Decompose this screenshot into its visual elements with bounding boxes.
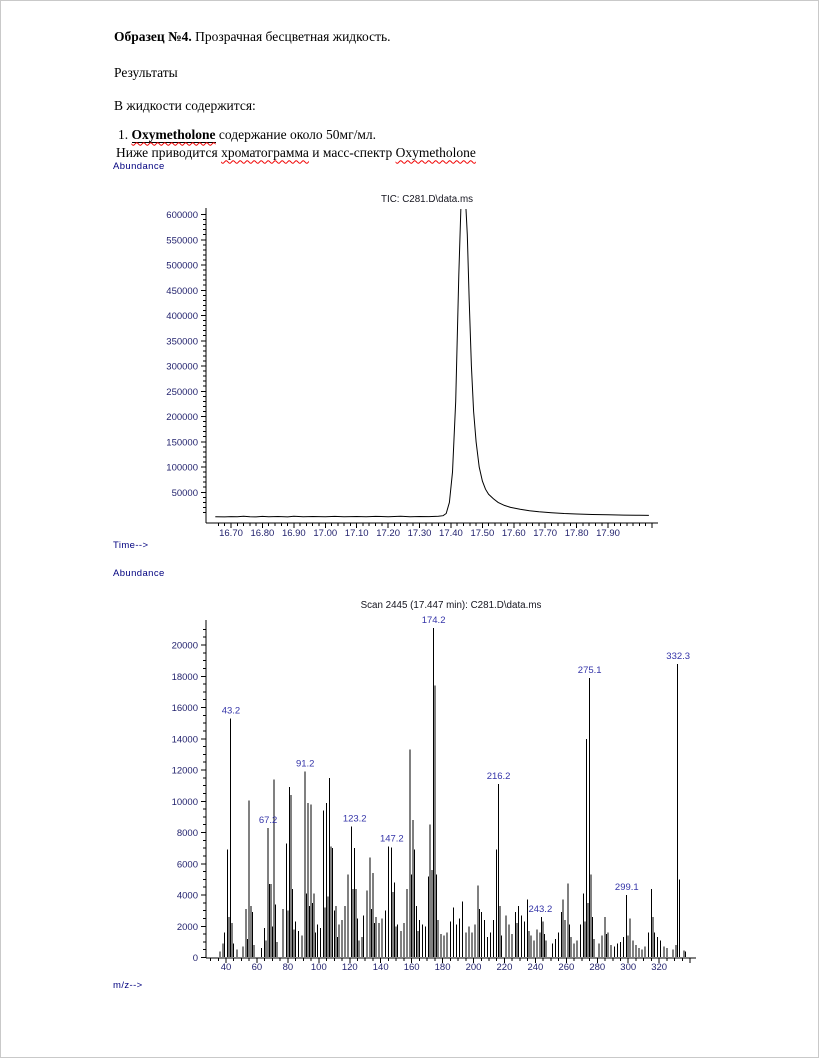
contains-heading: В жидкости содержится:: [114, 97, 256, 113]
ms-peak-label: 299.1: [614, 882, 639, 893]
svg-text:40: 40: [220, 962, 232, 973]
svg-text:6000: 6000: [176, 859, 198, 871]
ms-peak-label: 91.2: [295, 758, 315, 770]
svg-text:400000: 400000: [166, 311, 198, 322]
svg-text:17.50: 17.50: [470, 528, 495, 539]
svg-text:320: 320: [651, 962, 668, 973]
svg-text:220: 220: [496, 962, 513, 973]
item-content: содержание около 50мг/мл.: [215, 126, 377, 142]
tic-trace: [215, 192, 649, 517]
svg-text:280: 280: [589, 962, 606, 973]
svg-text:TIC: C281.D\data.ms: TIC: C281.D\data.ms: [380, 194, 474, 205]
ms-peak-label: 67.2: [258, 814, 278, 826]
svg-text:18000: 18000: [171, 671, 198, 683]
svg-text:100: 100: [310, 962, 327, 973]
svg-text:350000: 350000: [166, 336, 198, 348]
results-heading: Результаты: [114, 64, 178, 80]
svg-text:120: 120: [341, 962, 358, 973]
ms-xlabel: m/z-->: [113, 980, 143, 991]
tic-ylabel: Abundance: [113, 161, 165, 172]
tic-chromatogram-plot: [166, 192, 658, 539]
svg-text:16.70: 16.70: [219, 528, 243, 539]
ms-peak-label: 275.1: [577, 664, 602, 676]
svg-text:600000: 600000: [166, 210, 198, 221]
svg-text:200000: 200000: [166, 412, 198, 423]
svg-text:250000: 250000: [166, 386, 198, 398]
svg-text:14000: 14000: [171, 734, 198, 746]
svg-text:60: 60: [251, 962, 263, 973]
misspelled-word: хроматограмма: [221, 144, 309, 160]
svg-text:10000: 10000: [171, 796, 198, 808]
substance-name: Oxymetholone: [131, 126, 216, 142]
svg-text:16.90: 16.90: [281, 528, 306, 539]
svg-text:2000: 2000: [176, 921, 198, 933]
ms-peak-label: 43.2: [221, 705, 241, 717]
svg-text:17.00: 17.00: [313, 528, 338, 539]
svg-text:300000: 300000: [166, 361, 198, 373]
ms-ylabel: Abundance: [113, 568, 165, 579]
figure-caption-line: Ниже приводится хроматограмма и масс-спектр Oxymetholone: [116, 144, 476, 160]
svg-text:17.30: 17.30: [407, 528, 432, 539]
svg-text:17.90: 17.90: [596, 528, 620, 539]
ms-peak-label: 243.2: [528, 903, 553, 915]
sample-description: Прозрачная бесцветная жидкость.: [191, 28, 391, 44]
svg-text:16000: 16000: [171, 703, 198, 714]
ms-peak-label: 123.2: [342, 813, 367, 825]
svg-text:8000: 8000: [176, 828, 198, 839]
svg-text:260: 260: [558, 962, 575, 973]
substance-name-2: Oxymetholone: [395, 144, 476, 160]
svg-text:140: 140: [372, 962, 389, 973]
svg-text:0: 0: [192, 953, 198, 964]
sample-number: Образец №4.: [114, 28, 192, 44]
ms-peak-label: 174.2: [421, 614, 446, 626]
tic-xlabel: Time-->: [113, 540, 149, 551]
item-number: 1.: [118, 126, 132, 142]
svg-text:4000: 4000: [176, 890, 198, 902]
svg-text:500000: 500000: [166, 260, 198, 272]
svg-text:550000: 550000: [166, 235, 198, 247]
svg-text:50000: 50000: [171, 487, 198, 499]
svg-text:300: 300: [620, 962, 637, 973]
ms-peak-label: 332.3: [666, 650, 691, 662]
svg-text:12000: 12000: [171, 765, 198, 777]
svg-text:160: 160: [403, 962, 420, 973]
svg-text:Scan 2445 (17.447 min): C281.D: Scan 2445 (17.447 min): C281.D\data.ms: [360, 600, 542, 611]
svg-text:100000: 100000: [166, 462, 198, 474]
svg-text:17.20: 17.20: [376, 528, 400, 539]
svg-text:17.70: 17.70: [533, 528, 558, 539]
svg-text:180: 180: [434, 962, 451, 973]
svg-text:150000: 150000: [166, 437, 198, 449]
mass-spectrum-plot: [172, 600, 696, 973]
svg-text:20000: 20000: [171, 640, 198, 652]
ms-peak-label: 216.2: [486, 771, 511, 783]
ms-peak-label: 147.2: [379, 833, 404, 845]
svg-text:240: 240: [527, 962, 544, 973]
svg-text:80: 80: [282, 962, 294, 973]
svg-text:17.80: 17.80: [564, 528, 589, 539]
svg-text:200: 200: [465, 962, 482, 973]
svg-text:16.80: 16.80: [250, 528, 275, 539]
svg-text:17.40: 17.40: [439, 528, 463, 539]
chromatogram-and-spectrum: [1, 1, 819, 1058]
svg-text:17.10: 17.10: [344, 528, 369, 539]
svg-text:450000: 450000: [166, 285, 198, 297]
svg-text:17.60: 17.60: [501, 528, 526, 539]
